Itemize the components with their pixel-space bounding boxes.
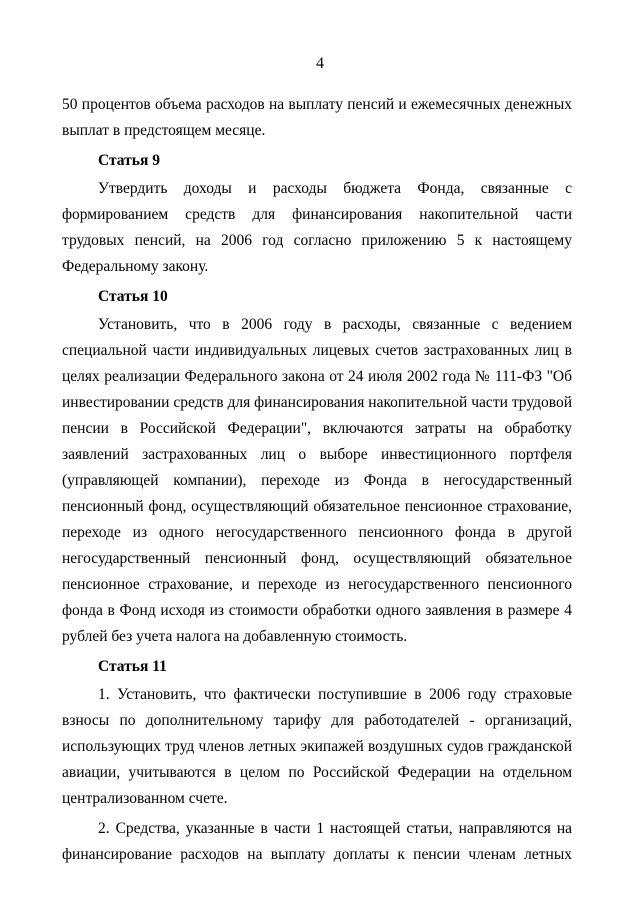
- article-9-text: Утвердить доходы и расходы бюджета Фонда, связанные с формированием средств для финансирования накопительной части трудовых пенсий, на 2006 год согласно приложению 5 к настоящему Федеральному закону.: [62, 180, 572, 275]
- article-10-text: Установить, что в 2006 году в расходы, связанные с ведением специальной части индивидуальных лицевых счетов застрахованных лиц в целях реализации Федерального закона от 24 июля 2002 года № 111-ФЗ "Об инвестировании средств для финансирования накопительной части трудовой пенсии в Российской Федерации", включаются затраты на обработку заявлений застрахованных лиц о выборе инвестиционного портфеля (управляющей компании), переходе из Фонда в негосударственный пенсионный фонд, осуществляющий обязательное пенсионное страхование, переходе из одного негосударственного пенсионного фонда в другой негосударственный пенсионный фонд, осуществляющий обязательное пенсионное страхование, и переходе из негосударственного пенсионного фонда в Фонд исходя из стоимости обработки одного заявления в размере 4 рублей без учета налога на добавленную стоимость.: [62, 316, 572, 645]
- page-number: 4: [316, 55, 324, 72]
- article-11-heading: Статья 11: [98, 658, 167, 675]
- document-body: [62, 92, 572, 868]
- article-9-heading: Статья 9: [98, 152, 160, 169]
- intro-paragraph: 50 процентов объема расходов на выплату пенсий и ежемесячных денежных выплат в предстоящем месяце.: [62, 96, 572, 139]
- article-11-part-2: 2. Средства, указанные в части 1 настоящей статьи, направляются на финансирование расходов на выплату доплаты к пенсии членам летных: [62, 820, 572, 863]
- article-10-heading: Статья 10: [98, 288, 168, 305]
- article-11-part-1: 1. Установить, что фактически поступившие в 2006 году страховые взносы по дополнительному тарифу для работодателей - организаций, использующих труд членов летных экипажей воздушных судов гражданской авиации, учитываются в целом по Российской Федерации на отдельном централизованном счете.: [62, 686, 572, 807]
